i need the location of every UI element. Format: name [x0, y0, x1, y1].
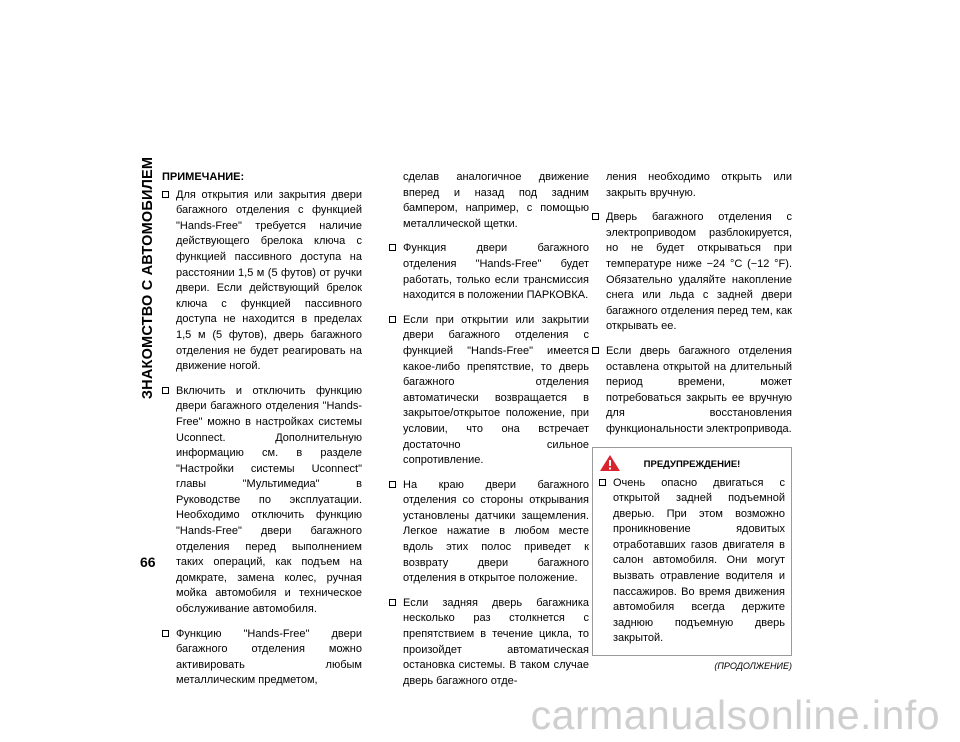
- list-item: [162, 384, 362, 618]
- list-item: [389, 313, 589, 469]
- bullet-square-icon: [389, 599, 396, 606]
- list-item: [592, 210, 792, 335]
- continued-label: (ПРОДОЛЖЕНИЕ): [714, 661, 792, 672]
- continued-text: сделав аналогичное движение вперед и назад под задним бампером, например, с помощью металлической щетки.: [403, 171, 589, 230]
- list-item-text: Функцию "Hands-Free" двери багажного отделения можно активировать любым металлическим предметом,: [176, 627, 362, 687]
- warning-title: ПРЕДУПРЕЖДЕНИЕ!: [643, 458, 741, 470]
- list-item: [389, 241, 589, 303]
- list-item-text: Если дверь багажного отделения оставлена открытой на длительный период времени, может потребоваться закрыть ее вручную для восстановления функциональности электропривода.: [606, 344, 792, 435]
- list-item-text: Дверь багажного отделения с электроприводом разблокируется, но не будет открываться при температуре ниже −24 °C (−12 °F). Обязательно удаляйте накопление снега или льда с задней двери багажного отделения перед тем, как открывать ее.: [606, 211, 792, 333]
- watermark: carmanualsonline.info: [530, 692, 940, 738]
- list-item-text: Для открытия или закрытия двери багажного отделения с функцией "Hands-Free" требуется наличие действующего брелока ключа с функцией пассивного доступа на расстоянии 1,5 м (5 футов) от ручки двери. Если действующий брелок ключа с функцией пассивного доступа не находится в пределах 1,5 м (5 футов), дверь багажного отделения не будет реагировать на движение ногой.: [176, 188, 362, 373]
- bullet-square-icon: [389, 244, 396, 251]
- list-item-text: Включить и отключить функцию двери багажного отделения "Hands-Free" можно в настройках системы Uconnect. Дополнительную информацию см. в разделе "Настройки системы Uconnect" главы "Мультимедиа" в Руководстве по эксплуатации. Необходимо отключить функцию "Hands-Free" двери багажного отделения перед выполнением таких операций, как подъем на домкрате, замена колес, ручная мойка автомобиля и техническое обслуживание автомобиля.: [176, 384, 362, 616]
- column-2: [389, 170, 589, 698]
- list-item: [389, 478, 589, 587]
- list-item-text: Если при открытии или закрытии двери багажного отделения с функцией "Hands-Free" имеется какое-либо препятствие, то дверь багажного отделения автоматически возвращается в закрытое/открытое положение, при условии, что она встречает достаточно сильное сопротивление.: [403, 313, 589, 467]
- list-item: [592, 344, 792, 438]
- list-item: [389, 596, 589, 690]
- column-1: [162, 170, 362, 698]
- column-3: [592, 170, 792, 675]
- warning-box: [592, 447, 792, 657]
- list-item-text: Функция двери багажного отделения "Hands-Free" будет работать, только если трансмиссия находится в положении ПАРКОВКА.: [403, 242, 589, 302]
- warning-item-text: Очень опасно двигаться с открытой задней подъемной дверью. При этом возможно проникновение ядовитых отработавших газов двигателя в салон автомобиля. Они могут вызвать отравление водителя и пассажиров. Во время движения автомобиля всегда держите заднюю подъемную дверь закрытой.: [613, 476, 785, 645]
- section-side-title: [137, 150, 159, 405]
- list-item-text: На краю двери багажного отделения со стороны открывания установлены датчики защемления. Легкое нажатие в любом месте вдоль этих полос приведет к возврату двери багажного отделения в открытое положение.: [403, 478, 589, 585]
- bullet-square-icon: [389, 316, 396, 323]
- warning-item: [599, 476, 785, 648]
- bullet-square-icon: [592, 213, 599, 220]
- list-item: [162, 627, 362, 689]
- bullet-square-icon: [389, 481, 396, 488]
- page-number: 66: [140, 554, 156, 570]
- bullet-square-icon: [592, 347, 599, 354]
- section-title-text: ЗНАКОМСТВО С АВТОМОБИЛЕМ: [140, 156, 156, 399]
- continued-text: ления необходимо открыть или закрыть вручную.: [606, 171, 792, 199]
- bullet-square-icon: [162, 387, 169, 394]
- list-item: [162, 188, 362, 375]
- warning-header: [599, 454, 785, 472]
- bullet-square-icon: [162, 191, 169, 198]
- list-item-text: Если задняя дверь багажника несколько раз столкнется с препятствием в течение цикла, то произойдет автоматическая остановка системы. В таком случае дверь багажного отде-: [403, 596, 589, 687]
- bullet-square-icon: [599, 479, 606, 486]
- note-heading: ПРИМЕЧАНИЕ:: [162, 171, 245, 183]
- bullet-square-icon: [162, 630, 169, 637]
